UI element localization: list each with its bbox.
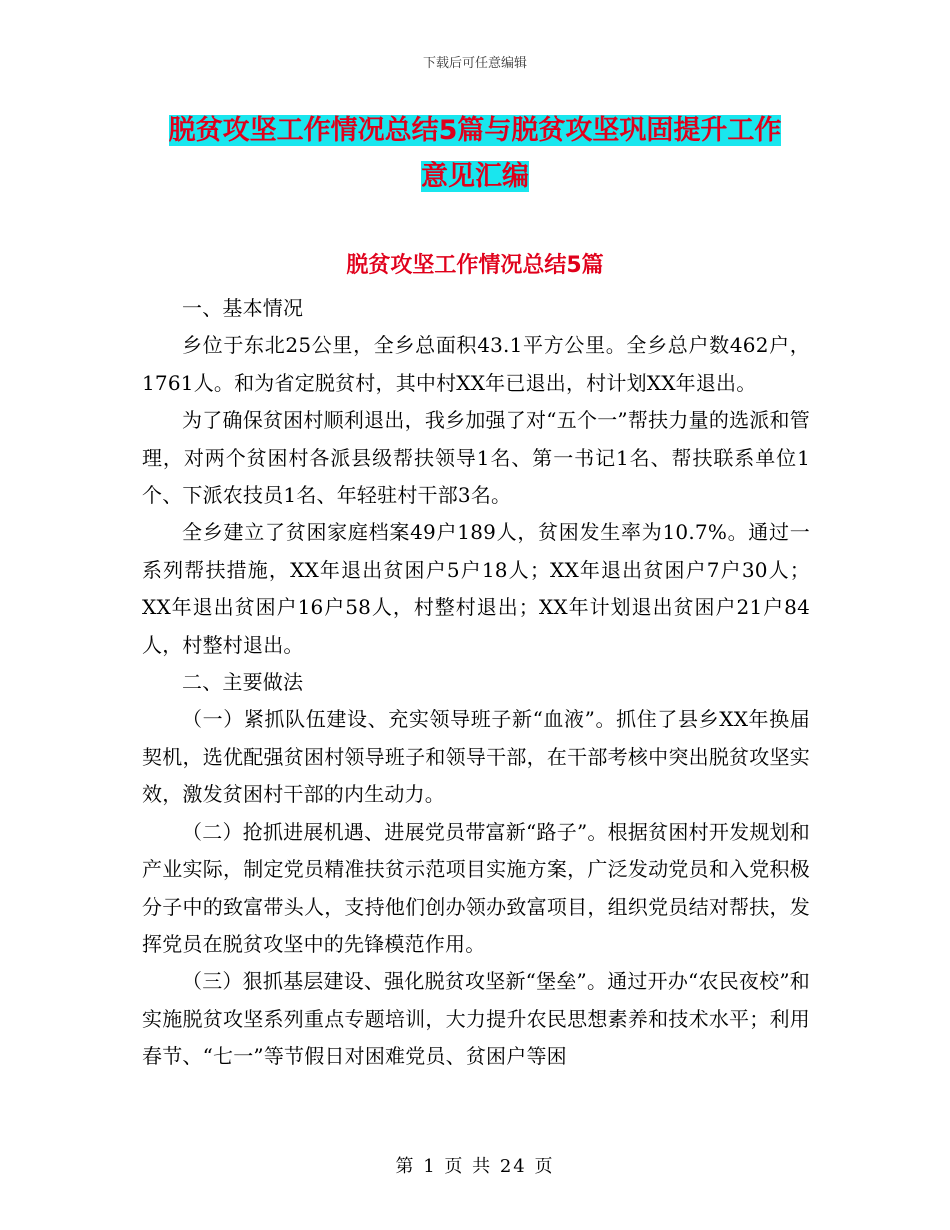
- paragraph: 全乡建立了贫困家庭档案49户189人，贫困发生率为10.7%。通过一系列帮扶措施，XX年退出贫困户5户18人；XX年退出贫困户7户30人；XX年退出贫困户16户58人，村整村退出；XX年计划退出贫困户21户84人，村整村退出。: [142, 520, 810, 657]
- title-line-2: 意见汇编: [421, 161, 529, 192]
- paragraph: 乡位于东北25公里，全乡总面积43.1平方公里。全乡总户数462户，1761人。和为省定脱贫村，其中村XX年已退出，村计划XX年退出。: [142, 333, 810, 395]
- document-title: [0, 108, 950, 200]
- paragraph: 为了确保贫困村顺利退出，我乡加强了对“五个一”帮扶力量的选派和管理，对两个贫困村各派县级帮扶领导1名、第一书记1名、帮扶联系单位1个、下派农技员1名、年轻驻村干部3名。: [142, 408, 810, 508]
- paragraph: （一）紧抓队伍建设、充实领导班子新“血液”。抓住了县乡XX年换届契机，选优配强贫困村领导班子和领导干部，在干部考核中突出脱贫攻坚实效，激发贫困村干部的内生动力。: [142, 707, 810, 807]
- page-number: 第 1 页 共 24 页: [395, 1156, 555, 1177]
- title-line-1: 脱贫攻坚工作情况总结5篇与脱贫攻坚巩固提升工作: [168, 115, 782, 146]
- body-text: [142, 290, 810, 1076]
- paragraph-heading-methods: 二、主要做法: [182, 670, 304, 695]
- paragraph: （三）狠抓基层建设、强化脱贫攻坚新“堡垒”。通过开办“农民夜校”和实施脱贫攻坚系列重点专题培训，大力提升农民思想素养和技术水平；利用春节、“七一”等节假日对困难党员、贫困户等困: [142, 969, 810, 1069]
- paragraph-heading-basic: 一、基本情况: [182, 296, 304, 320]
- section-title: 脱贫攻坚工作情况总结5篇: [346, 253, 604, 278]
- paragraph: （二）抢抓进展机遇、进展党员带富新“路子”。根据贫困村开发规划和产业实际，制定党员精准扶贫示范项目实施方案，广泛发动党员和入党积极分子中的致富带头人，支持他们创办领办致富项目，组织党员结对帮扶，发挥党员在脱贫攻坚中的先锋模范作用。: [142, 819, 810, 956]
- page-header-note: 下载后可任意编辑: [422, 56, 527, 71]
